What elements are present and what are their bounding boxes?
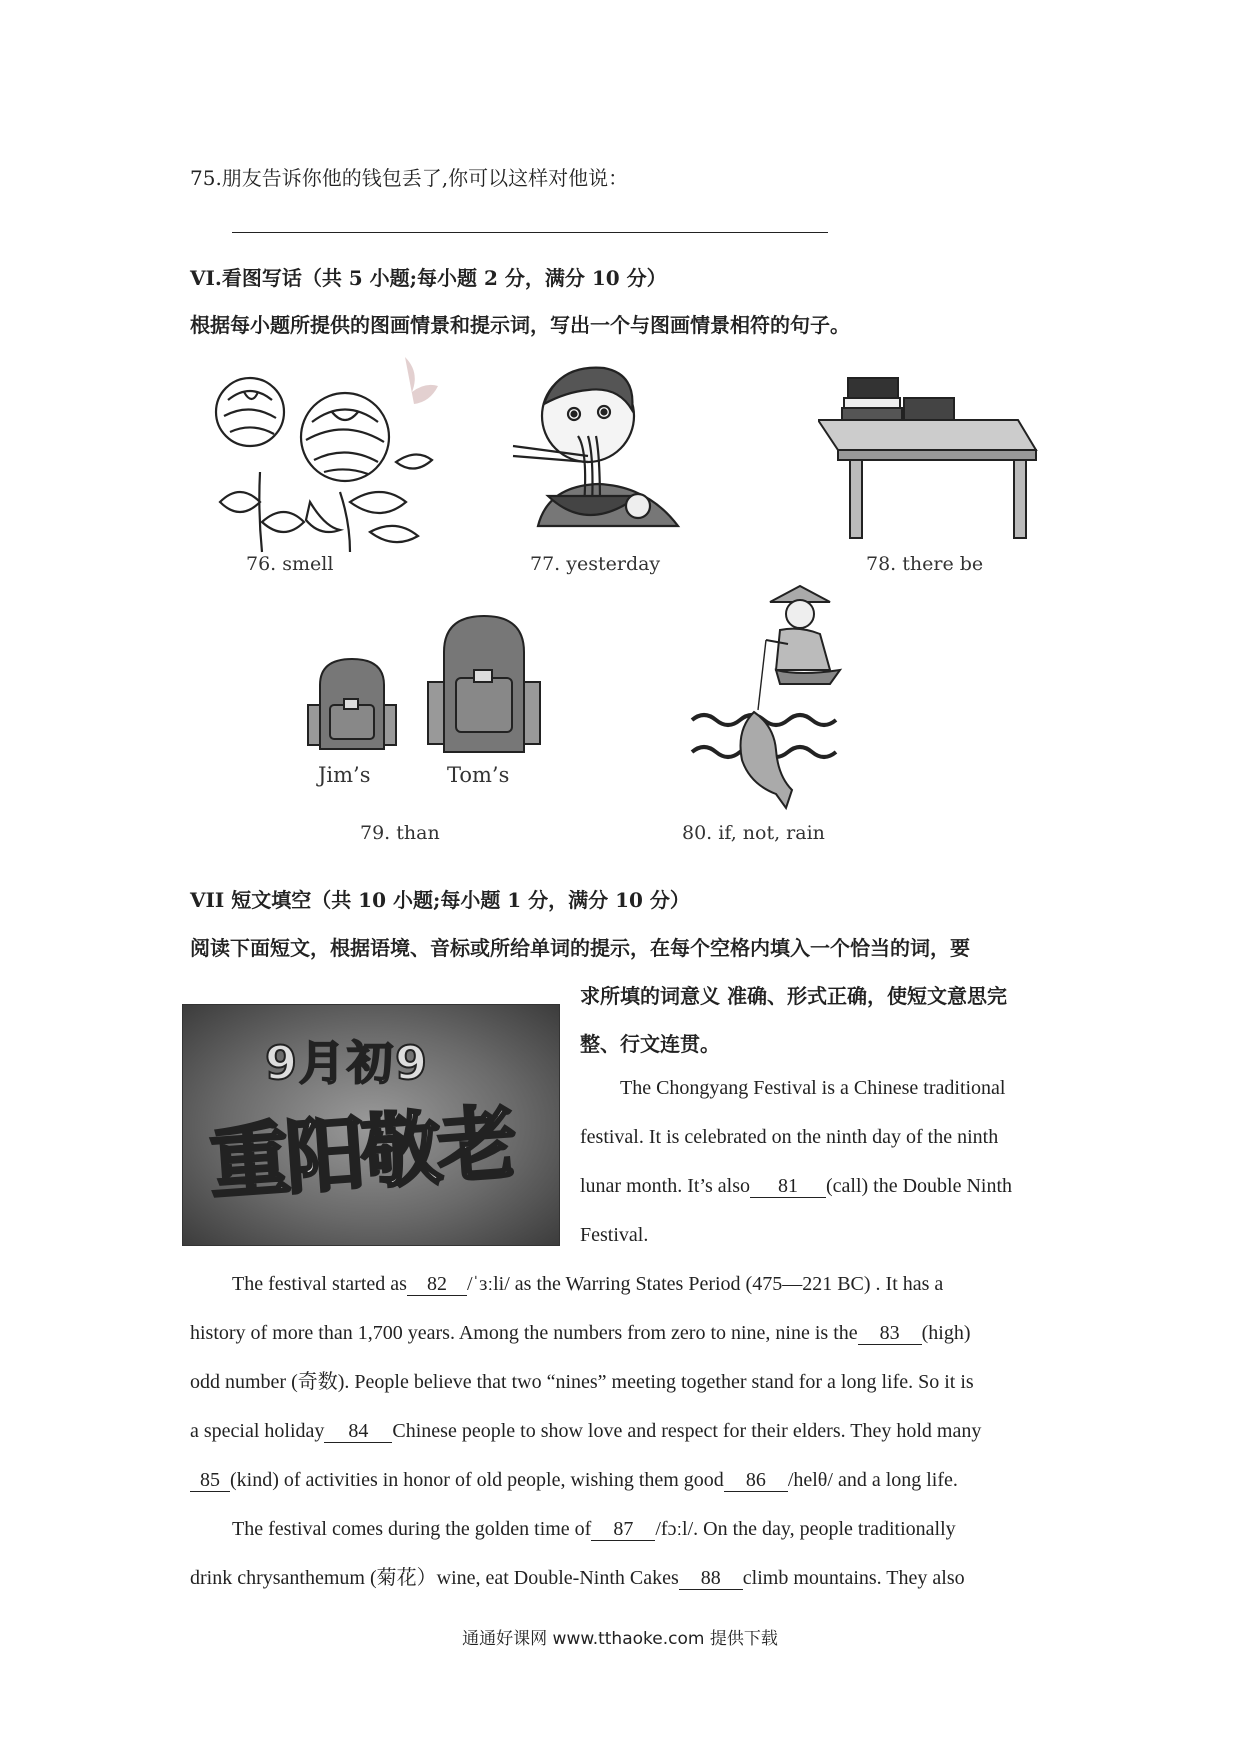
caption-79: 79. than <box>360 822 440 844</box>
blank-81[interactable]: 81 <box>750 1175 826 1198</box>
blank-83[interactable]: 83 <box>858 1322 922 1345</box>
passage-line-6: history of more than 1,700 years. Among the numbers from zero to nine, nine is the 83 (high) <box>190 1322 971 1344</box>
question-75: 75.朋友告诉你他的钱包丢了,你可以这样对他说： <box>190 166 629 190</box>
caption-77: 77. yesterday <box>530 553 661 575</box>
passage-line-9: 85 (kind) of activities in honor of old people, wishing them good 86 /helθ/ and a long life. <box>190 1467 958 1493</box>
section-7-instruction: 阅读下面短文，根据语境、音标或所给单词的提示，在每个空格内填入一个恰当的词，要 <box>190 936 970 960</box>
passage-line-10: The festival comes during the golden time of 87 /fɔːl/. On the day, people traditionally <box>232 1518 956 1540</box>
label-jims: Jim’s <box>318 763 371 787</box>
passage-line-1: The Chongyang Festival is a Chinese traditional <box>620 1077 1006 1099</box>
passage-line-5: The festival started as 82 /ˈɜːli/ as the Warring States Period (475—221 BC) . It has a <box>232 1273 944 1295</box>
section-6-title: VI.看图写话（共 5 小题;每小题 2 分，满分 10 分） <box>190 266 667 290</box>
passage-line-8: a special holiday 84 Chinese people to show love and respect for their elders. They hold many <box>190 1420 982 1442</box>
blank-84[interactable]: 84 <box>324 1420 392 1443</box>
boy-eating-noodles-picture <box>508 356 688 536</box>
section-7-instruction-cont-2: 整、行文连贯。 <box>580 1032 720 1056</box>
blank-82[interactable]: 82 <box>407 1273 467 1296</box>
caption-76: 76. smell <box>246 553 334 575</box>
blank-87[interactable]: 87 <box>591 1518 655 1541</box>
passage-line-4: Festival. <box>580 1224 649 1246</box>
caption-78: 78. there be <box>866 553 984 575</box>
blank-85[interactable]: 85 <box>190 1469 230 1492</box>
large-backpack-picture <box>418 612 552 758</box>
chongyang-image <box>182 1004 560 1246</box>
flowers-picture <box>200 352 440 557</box>
image-text-top: 9月初9 <box>265 1036 430 1090</box>
answer-line-75[interactable] <box>232 232 828 233</box>
section-7-instruction-cont: 求所填的词意义 准确、形式正确，使短文意思完 <box>580 984 1007 1008</box>
fishing-picture <box>680 580 850 812</box>
section-7-title: VII 短文填空（共 10 小题;每小题 1 分，满分 10 分） <box>190 888 690 912</box>
section-6-instruction: 根据每小题所提供的图画情景和提示词，写出一个与图画情景相符的句子。 <box>190 313 850 337</box>
image-text-main: 重阳敬老 <box>206 1096 517 1211</box>
small-backpack-picture <box>300 655 404 755</box>
blank-86[interactable]: 86 <box>724 1469 788 1492</box>
passage-line-2: festival. It is celebrated on the ninth day of the ninth <box>580 1126 999 1148</box>
caption-80: 80. if, not, rain <box>682 822 825 844</box>
passage-line-3: lunar month. It’s also 81 (call) the Double Ninth <box>580 1175 1013 1197</box>
passage-line-11: drink chrysanthemum (菊花）wine, eat Double-Ninth Cakes 88 climb mountains. They also <box>190 1567 965 1589</box>
books-on-table-picture <box>818 370 1038 540</box>
page-footer: 通通好课网 www.tthaoke.com 提供下载 <box>462 1629 778 1649</box>
blank-88[interactable]: 88 <box>679 1567 743 1590</box>
label-toms: Tom’s <box>447 763 510 787</box>
passage-line-7: odd number (奇数). People believe that two “nines” meeting together stand for a long life. So it is <box>190 1371 974 1393</box>
